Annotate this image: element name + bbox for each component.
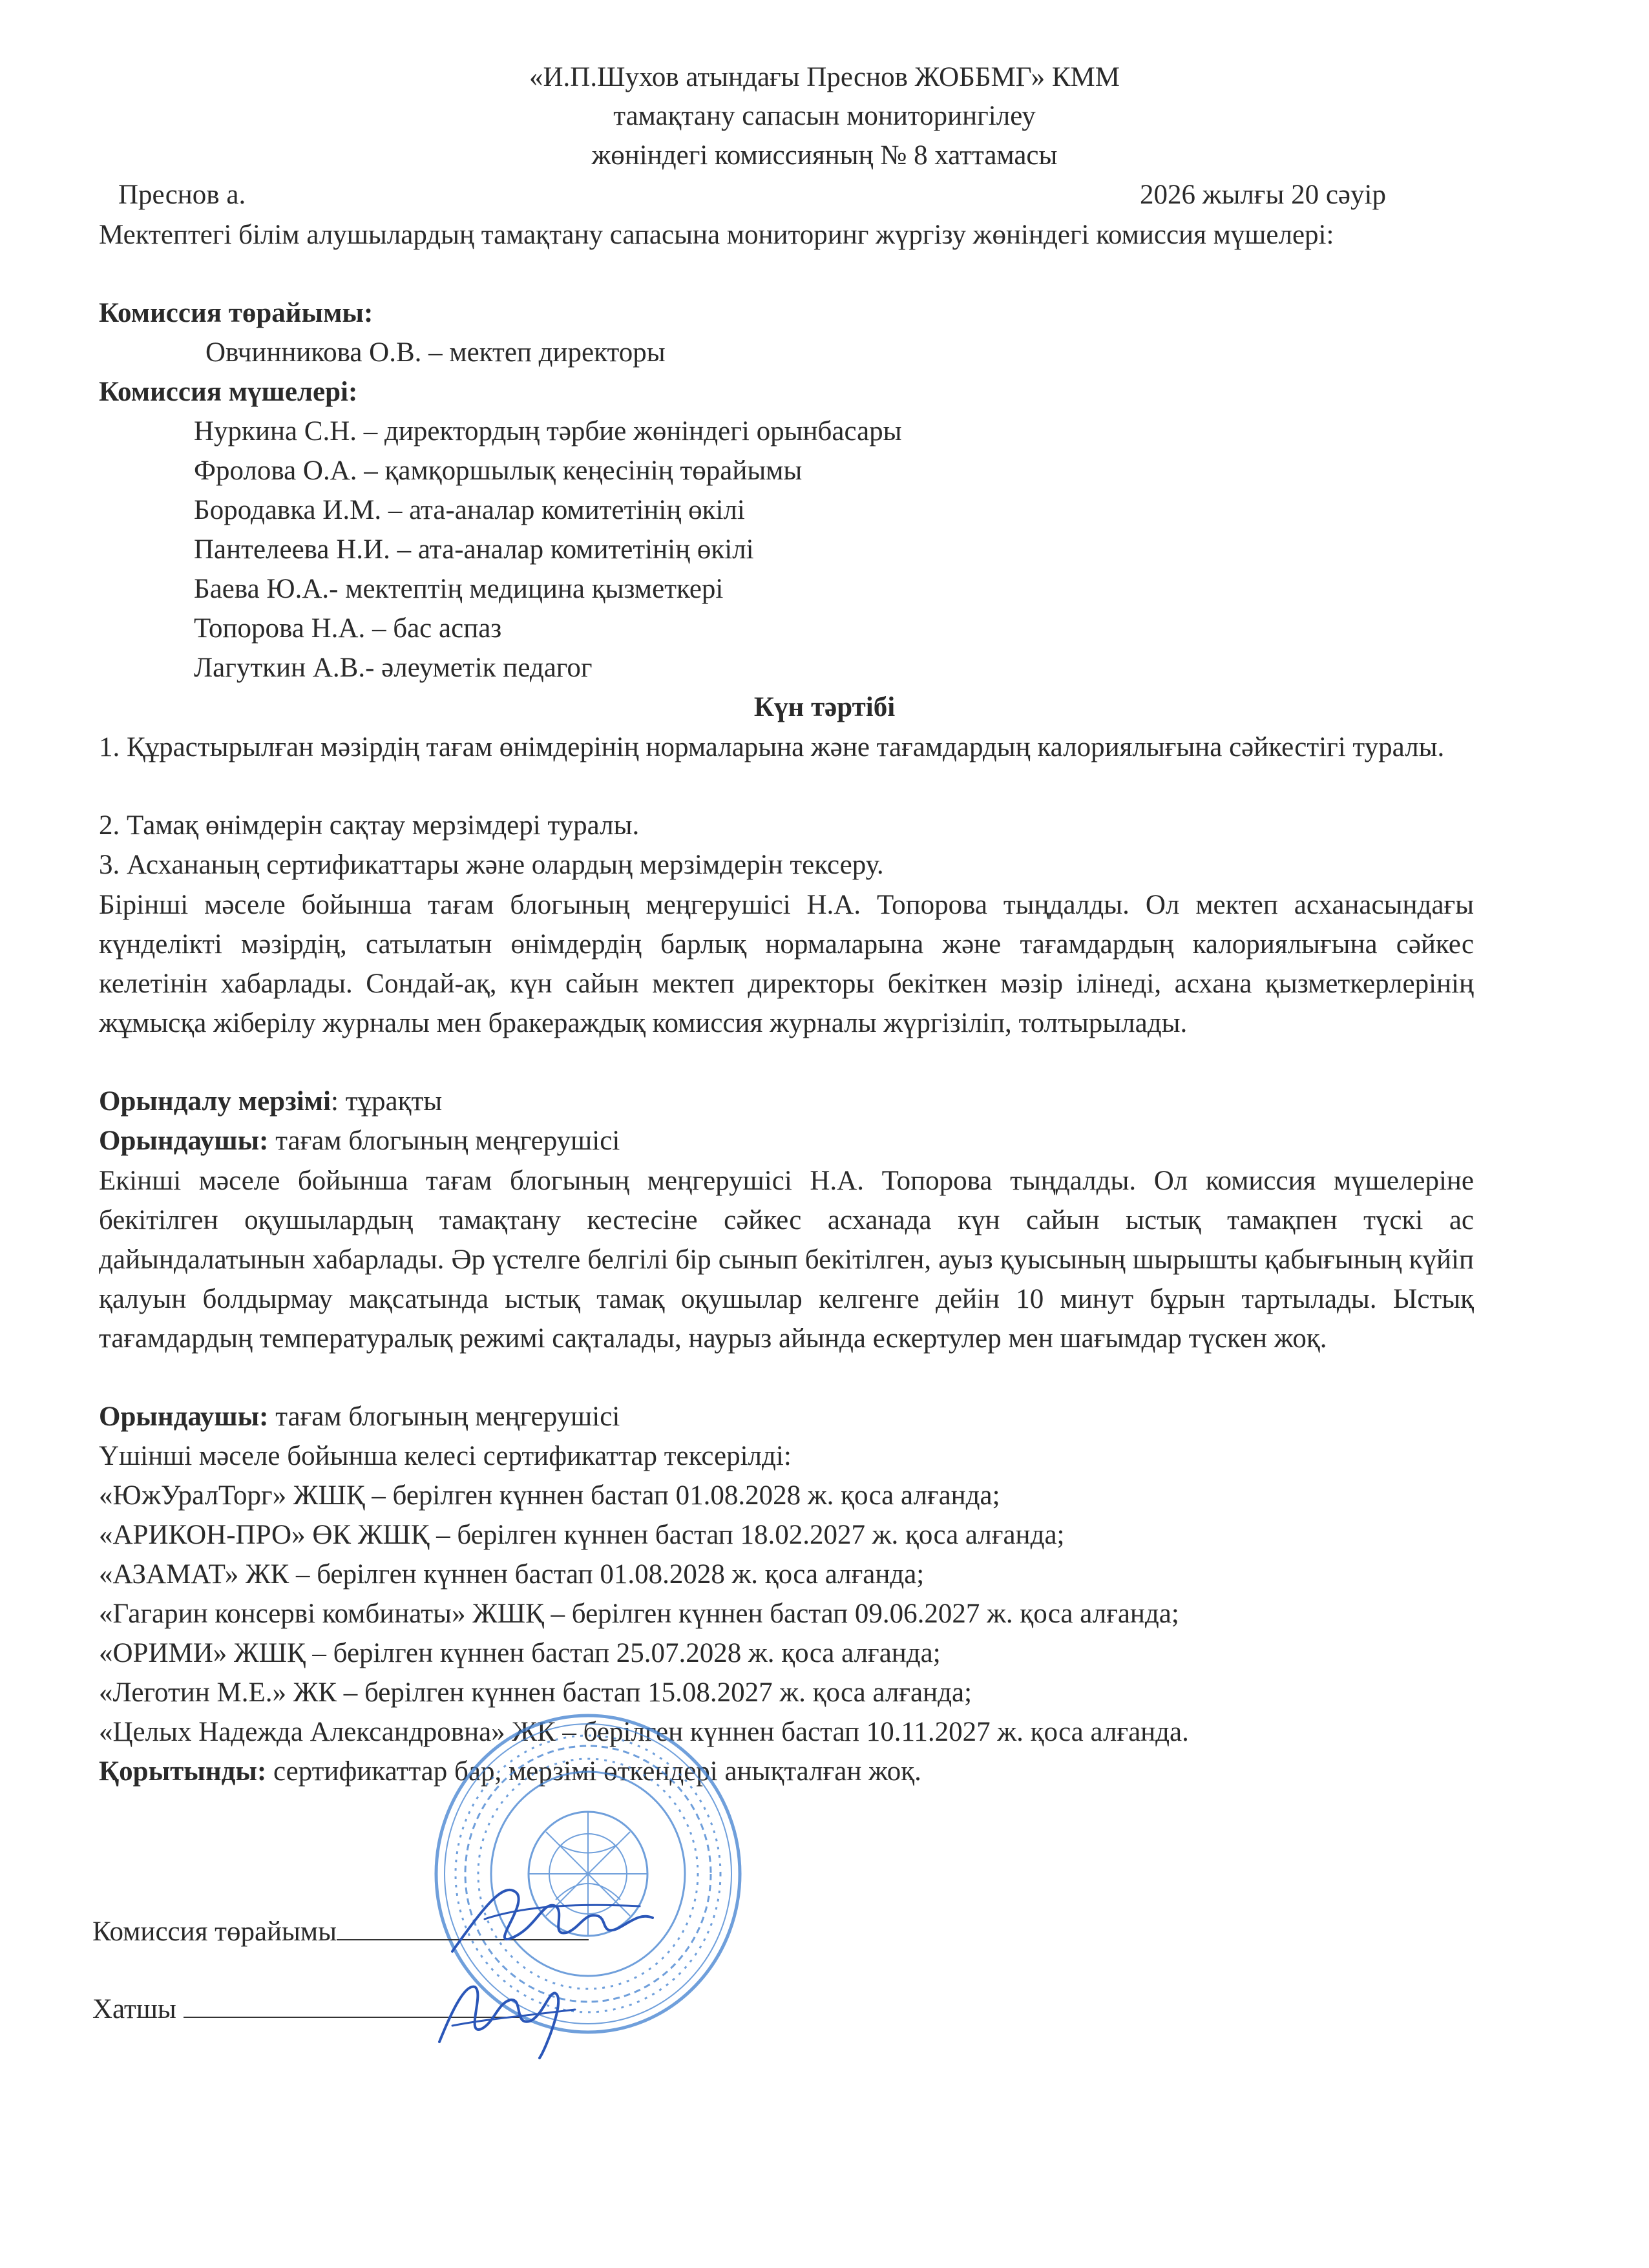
header-line-3: жөніндегі комиссияның № 8 хаттамасы <box>591 140 1058 171</box>
deadline-value: : тұрақты <box>331 1086 443 1117</box>
member-item: Фролова О.А. – қамқоршылық кеңесінің төрайымы <box>194 456 803 486</box>
secretary-signature <box>426 1964 588 2061</box>
agenda-item-1: 1. Құрастырылған мәзірдің тағам өнімдерінің нормаларына және тағамдардың калориялығына сәйкестігі туралы. <box>99 732 1445 762</box>
item2-text: Екінші мәселе бойынша тағам блогының меңгерушісі Н.А. Топорова тыңдалды. Ол комиссия мүшелеріне бекітілген оқушылардың тамақтану кестесіне сәйкес асханада күн сайын ыстық тамақпен түскі ас дайындалатынын хабарлады. Әр үстелге белгілі бір сынып бекітілген, ауыз қуысының шырышты қабығының күйіп қалуын болдырмау мақсатында ыстық тамақ оқушылар келгенге дейін 10 минут бұрын тартылады. Ыстық тағамдардың температуралық режимі сақталады, наурыз айында ескертулер мен шағымдар түскен жоқ. <box>99 1166 1474 1354</box>
certificate-item: «АЗАМАТ» ЖК – берілген күннен бастап 01.08.2028 ж. қоса алғанда; <box>99 1559 925 1590</box>
conclusion-label: Қорытынды: <box>99 1756 267 1787</box>
member-item: Топорова Н.А. – бас аспаз <box>194 613 502 644</box>
certificate-item: «Леготин М.Е.» ЖК – берілген күннен бастап 15.08.2027 ж. қоса алғанда; <box>99 1677 972 1708</box>
executor-2-value: тағам блогының меңгерушісі <box>268 1402 620 1432</box>
member-item: Пантелеева Н.И. – ата-аналар комитетінің өкілі <box>194 534 754 565</box>
chair-signature <box>446 1867 659 1964</box>
chair-heading: Комиссия төрайымы: <box>99 298 373 328</box>
agenda-title: Күн тәртібі <box>753 692 896 722</box>
agenda-item-2: 2. Тамақ өнімдерін сақтау мерзімдері туралы. <box>99 810 640 841</box>
conclusion-value: сертификаттар бар, мерзімі өткендері анықталған жоқ. <box>266 1756 921 1787</box>
member-item: Бородавка И.М. – ата-аналар комитетінің өкілі <box>194 495 745 525</box>
sign-secretary-label: Хатшы <box>92 1994 176 2024</box>
executor-1-label: Орындаушы: <box>99 1126 269 1156</box>
certificate-item: «АРИКОН-ПРО» ӨК ЖШҚ – берілген күннен бастап 18.02.2027 ж. қоса алғанда; <box>99 1520 1065 1550</box>
item1-text: Бірінші мәселе бойынша тағам блогының меңгерушісі Н.А. Топорова тыңдалды. Ол мектеп асханасындағы күнделікті мәзірдің, сатылатын өнімдердің барлық нормаларына және тағамдардың калориялығына сәйкес келетінін хабарлады. Сондай-ақ, күн сайын мектеп директоры бекіткен мәзір ілінеді, асхана қызметкерлерінің жұмысқа жіберілу журналы мен бракераждық комиссия журналы жүргізіліп, толтырылады. <box>99 890 1474 1038</box>
chair: Овчинникова О.В. – мектеп директоры <box>205 337 666 368</box>
certificate-item: «ЮжУралТорг» ЖШҚ – берілген күннен бастап 01.08.2028 ж. қоса алғанда; <box>99 1480 1000 1511</box>
header-line-2: тамақтану сапасын мониторингілеу <box>613 101 1036 131</box>
place: Преснов а. <box>118 180 246 210</box>
member-item: Лагуткин А.В.- әлеуметік педагог <box>194 653 593 683</box>
executor-1 <box>99 1122 620 1160</box>
deadline-label: Орындалу мерзімі <box>99 1086 331 1117</box>
executor-2 <box>99 1398 620 1436</box>
sign-chair-label: Комиссия төрайымы <box>92 1916 337 1947</box>
executor-1-value: тағам блогының меңгерушісі <box>268 1126 620 1156</box>
header-line-1: «И.П.Шухов атындағы Преснов ЖОББМГ» КММ <box>529 62 1120 92</box>
agenda-item-3: 3. Асхананың сертификаттары және олардың мерзімдерін тексеру. <box>99 850 884 880</box>
date: 2026 жылғы 20 сәуір <box>1140 180 1386 210</box>
executor-2-label: Орындаушы: <box>99 1402 269 1432</box>
member-item: Нуркина С.Н. – директордың тәрбие жөніндегі орынбасары <box>194 416 902 446</box>
deadline <box>99 1082 442 1121</box>
certificate-item: «ОРИМИ» ЖШҚ – берілген күннен бастап 25.07.2028 ж. қоса алғанда; <box>99 1638 941 1668</box>
item3-intro: Үшінші мәселе бойынша келесі сертификаттар тексерілді: <box>99 1441 792 1471</box>
member-item: Баева Ю.А.- мектептің медицина қызметкері <box>194 574 724 604</box>
intro: Мектептегі білім алушылардың тамақтану сапасына мониторинг жүргізу жөніндегі комиссия мүшелері: <box>99 220 1334 250</box>
certificate-item: «Целых Надежда Александровна» ЖК – берілген күннен бастап 10.11.2027 ж. қоса алғанда. <box>99 1717 1189 1747</box>
members-heading: Комиссия мүшелері: <box>99 377 358 407</box>
certificate-item: «Гагарин консерві комбинаты» ЖШҚ – берілген күннен бастап 09.06.2027 ж. қоса алғанда; <box>99 1599 1179 1629</box>
